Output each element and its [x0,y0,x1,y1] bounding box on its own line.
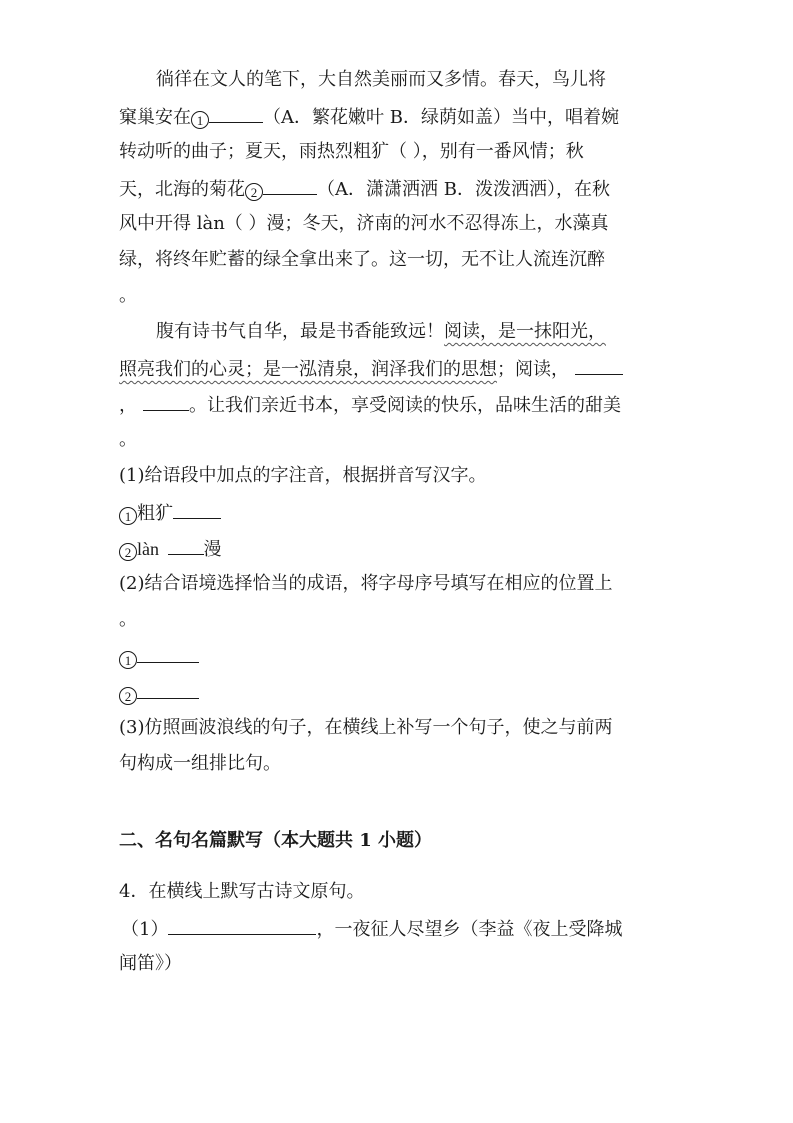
passage1-line3: 转动听的曲子；夏天，雨热烈粗犷（ ），别有一番风情；秋 [119,141,584,162]
blank-sentence-a[interactable] [575,354,623,375]
passage1-line4: 天，北海的菊花 2 （A．潇潇洒洒 B．泼泼洒洒），在秋 [119,174,610,202]
circled-number-1: 1 [119,507,137,525]
answer-blank-q2-1[interactable] [137,642,199,663]
section2-heading: 二、名句名篇默写（本大题共 1 小题） [119,830,433,851]
question3-line1: (3)仿照画波浪线的句子，在横线上补写一个句子，使之与前两 [119,717,613,738]
question4-item1: （1） ，一夜征人尽望乡（李益《夜上受降城 [121,914,622,942]
question2-item1 [119,642,199,670]
blank-sentence-b[interactable] [143,390,189,411]
circled-number-2: 2 [119,687,137,705]
answer-blank-q2-2[interactable] [137,678,199,699]
passage2-line2: 照亮我们的心灵；是一泓清泉，润泽我们的思想；阅读， [119,354,623,382]
passage2-line4: 。 [119,429,137,450]
passage2-line1: 腹有诗书气自华，最是书香能致远！阅读，是一抹阳光， [156,321,606,342]
answer-blank-q4-1[interactable] [168,914,316,935]
question1-title: (1)给语段中加点的字注音，根据拼音写汉字。 [119,465,487,486]
passage1-line2: 窠巢安在 1 （A．繁花嫩叶 B．绿荫如盖）当中，唱着婉 [119,102,619,130]
circled-number-2: 2 [245,183,263,201]
question2-item2 [119,678,199,706]
passage1-line1: 徜徉在文人的笔下，大自然美丽而又多情。春天，鸟儿将 [156,69,606,90]
circled-number-1: 1 [191,111,209,129]
circled-number-2: 2 [119,543,137,561]
blank-1[interactable] [209,102,263,123]
question2-title: (2)结合语境选择恰当的成语，将字母序号填写在相应的位置上 [119,573,613,594]
passage1-line6: 绿，将终年贮蓄的绿全拿出来了。这一切，无不让人流连沉醉 [119,249,605,270]
blank-2[interactable] [263,174,317,195]
circled-number-1: 1 [119,651,137,669]
question4-item1-cont: 闻笛》） [119,953,182,974]
question2-title-cont: 。 [119,609,137,630]
wavy-underline-sentence-2: 照亮我们的心灵；是一泓清泉，润泽我们的思想 [119,359,497,380]
passage1-line7: 。 [119,285,137,306]
answer-blank-q1-1[interactable] [173,498,221,519]
question1-item2: 2 làn 漫 [119,534,222,562]
question3-line2: 句构成一组排比句。 [119,753,281,774]
question1-item1: 1 粗犷 [119,498,221,526]
answer-blank-q1-2[interactable] [168,534,204,555]
passage2-line3: ， 。让我们亲近书本，享受阅读的快乐，品味生活的甜美 [119,390,621,418]
passage1-line5: 风中开得 làn（ ）漫；冬天，济南的河水不忍得冻上，水藻真 [119,213,609,234]
wavy-underline-sentence-1: 阅读，是一抹阳光， [444,321,606,342]
question4-title: 4．在横线上默写古诗文原句。 [119,881,365,902]
